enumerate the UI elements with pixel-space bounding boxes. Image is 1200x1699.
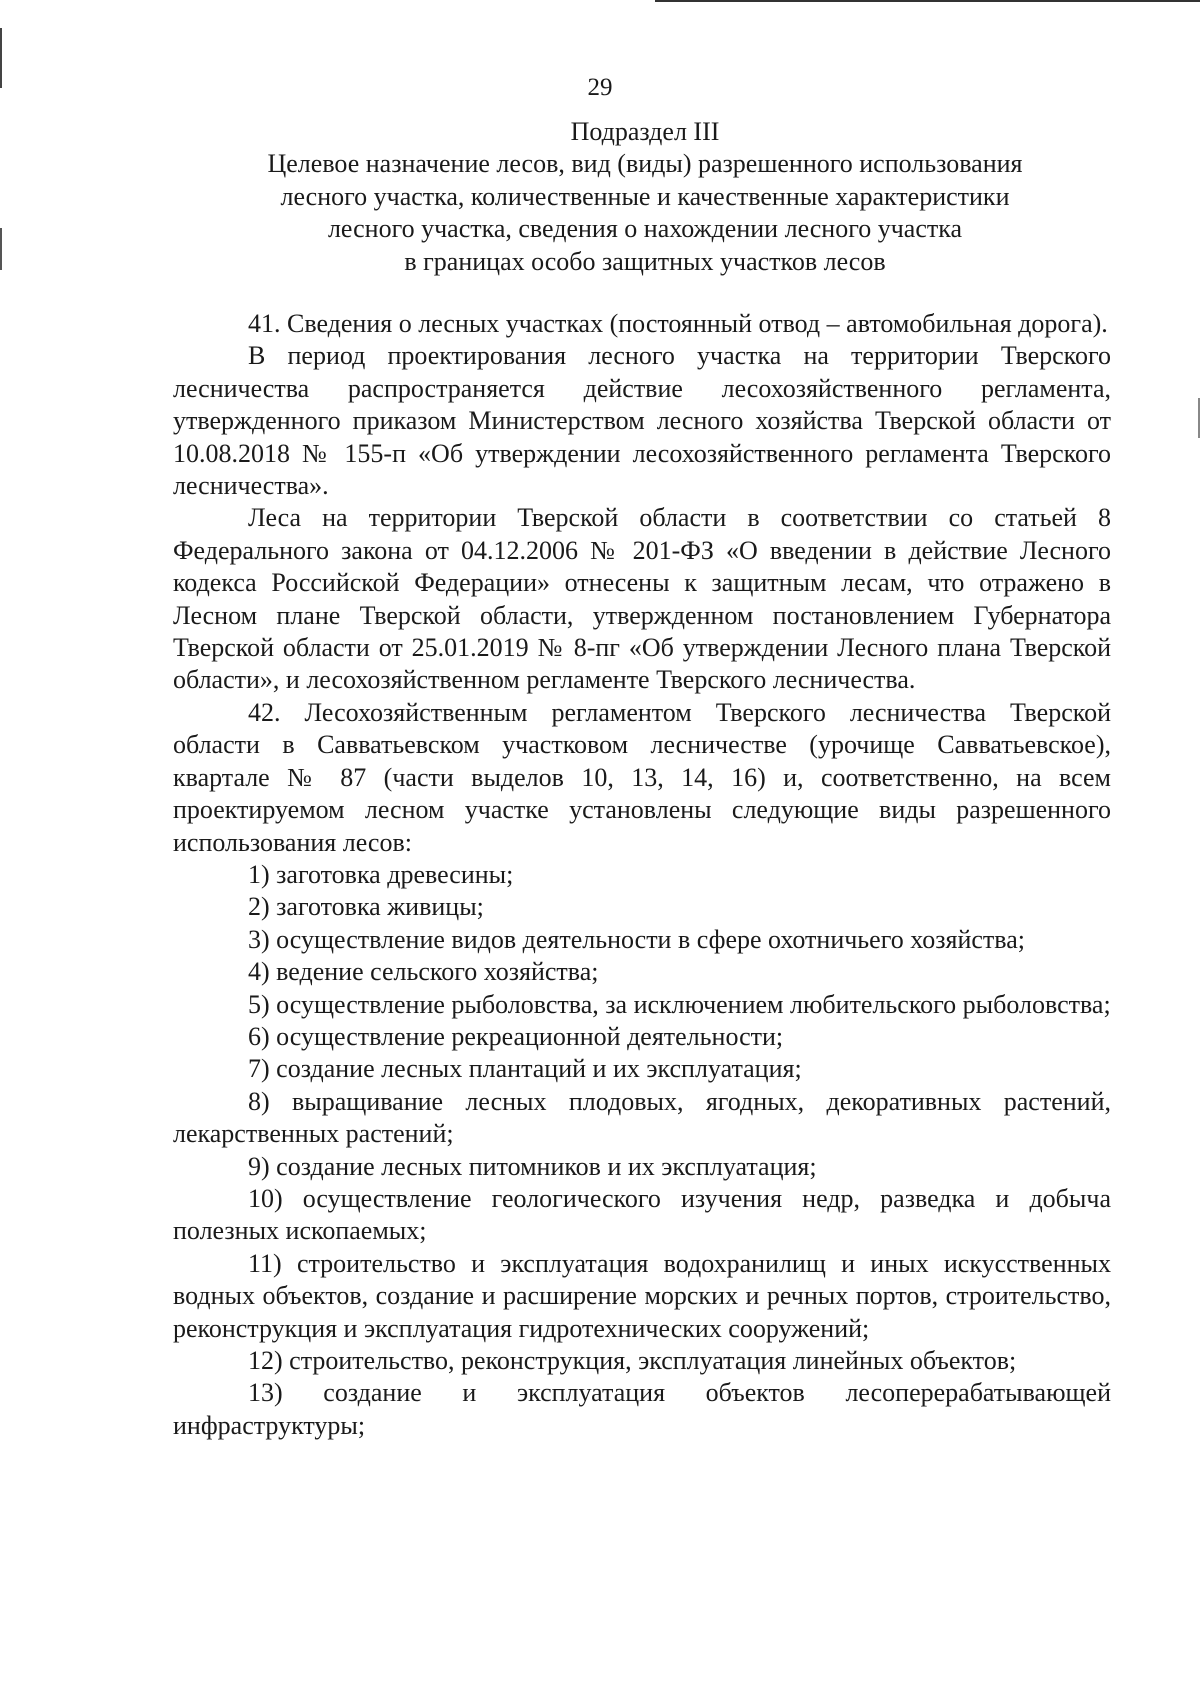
list-item: 10) осуществление геологического изучения недр, разведка и добыча полезных ископаемых; bbox=[173, 1183, 1111, 1246]
paragraph: 42. Лесохозяйственным регламентом Тверского лесничества Тверской области в Савватьевском участковом лесничестве (урочище Савватьевское), квартале № 87 (части выделов 10, 13, 14, 16) и, соответственно, на всем проектируемом лесном участке установлены следующие виды разрешенного использования лесов: bbox=[173, 697, 1111, 857]
subsection-title: Подраздел III bbox=[570, 117, 720, 146]
list-item: 6) осуществление рекреационной деятельности; bbox=[248, 1021, 784, 1051]
list-item: 12) строительство, реконструкция, эксплуатация линейных объектов; bbox=[248, 1346, 1017, 1375]
scan-edge-top bbox=[655, 0, 1200, 2]
list-item: 7) создание лесных плантаций и их эксплуатация; bbox=[248, 1054, 802, 1084]
scan-edge-left bbox=[0, 228, 2, 270]
document-body bbox=[173, 308, 1111, 1442]
heading-line: лесного участка, сведения о нахождении лесного участка bbox=[327, 214, 963, 244]
section-heading bbox=[172, 116, 1118, 278]
list-item: 4) ведение сельского хозяйства; bbox=[248, 957, 599, 987]
list-item: 9) создание лесных питомников и их эксплуатация; bbox=[248, 1151, 817, 1181]
list-item: 11) строительство и эксплуатация водохранилищ и иных искусственных водных объектов, создание и расширение морских и речных портов, строительство, реконструкция и эксплуатация гидротехнических сооружений; bbox=[173, 1248, 1111, 1343]
heading-line: лесного участка, количественные и качественные характеристики bbox=[280, 181, 1010, 211]
list-item: 1) заготовка древесины; bbox=[248, 859, 514, 889]
paragraph: 41. Сведения о лесных участках (постоянный отвод – автомобильная дорога). bbox=[248, 309, 1108, 338]
paragraph: Леса на территории Тверской области в соответствии со статьей 8 Федерального закона от 04.12.2006 № 201-ФЗ «О введении в действие Лесного кодекса Российской Федерации» отнесены к защитным лесам, что отражено в Лесном плане Тверской области, утвержденном постановлением Губернатора Тверской области от 25.01.2019 № 8-пг «Об утверждении Лесного плана Тверской области», и лесохозяйственном регламенте Тверского лесничества. bbox=[173, 503, 1111, 695]
list-item: 2) заготовка живицы; bbox=[248, 892, 484, 922]
page-number: 29 bbox=[587, 74, 613, 101]
list-item: 5) осуществление рыболовства, за исключением любительского рыболовства; bbox=[248, 989, 1111, 1019]
list-item: 13) создание и эксплуатация объектов лесоперерабатывающей инфраструктуры; bbox=[173, 1378, 1111, 1440]
paragraph: В период проектирования лесного участка на территории Тверского лесничества распространяется действие лесохозяйственного регламента, утвержденного приказом Министерством лесного хозяйства Тверской области от 10.08.2018 № 155-п «Об утверждении лесохозяйственного регламента Тверского лесничества». bbox=[173, 341, 1111, 501]
heading-line: Целевое назначение лесов, вид (виды) разрешенного использования bbox=[267, 149, 1023, 179]
heading-line: в границах особо защитных участков лесов bbox=[404, 246, 886, 276]
list-item: 8) выращивание лесных плодовых, ягодных, декоративных растений, лекарственных растений; bbox=[173, 1086, 1111, 1149]
list-item: 3) осуществление видов деятельности в сфере охотничьего хозяйства; bbox=[248, 924, 1025, 954]
